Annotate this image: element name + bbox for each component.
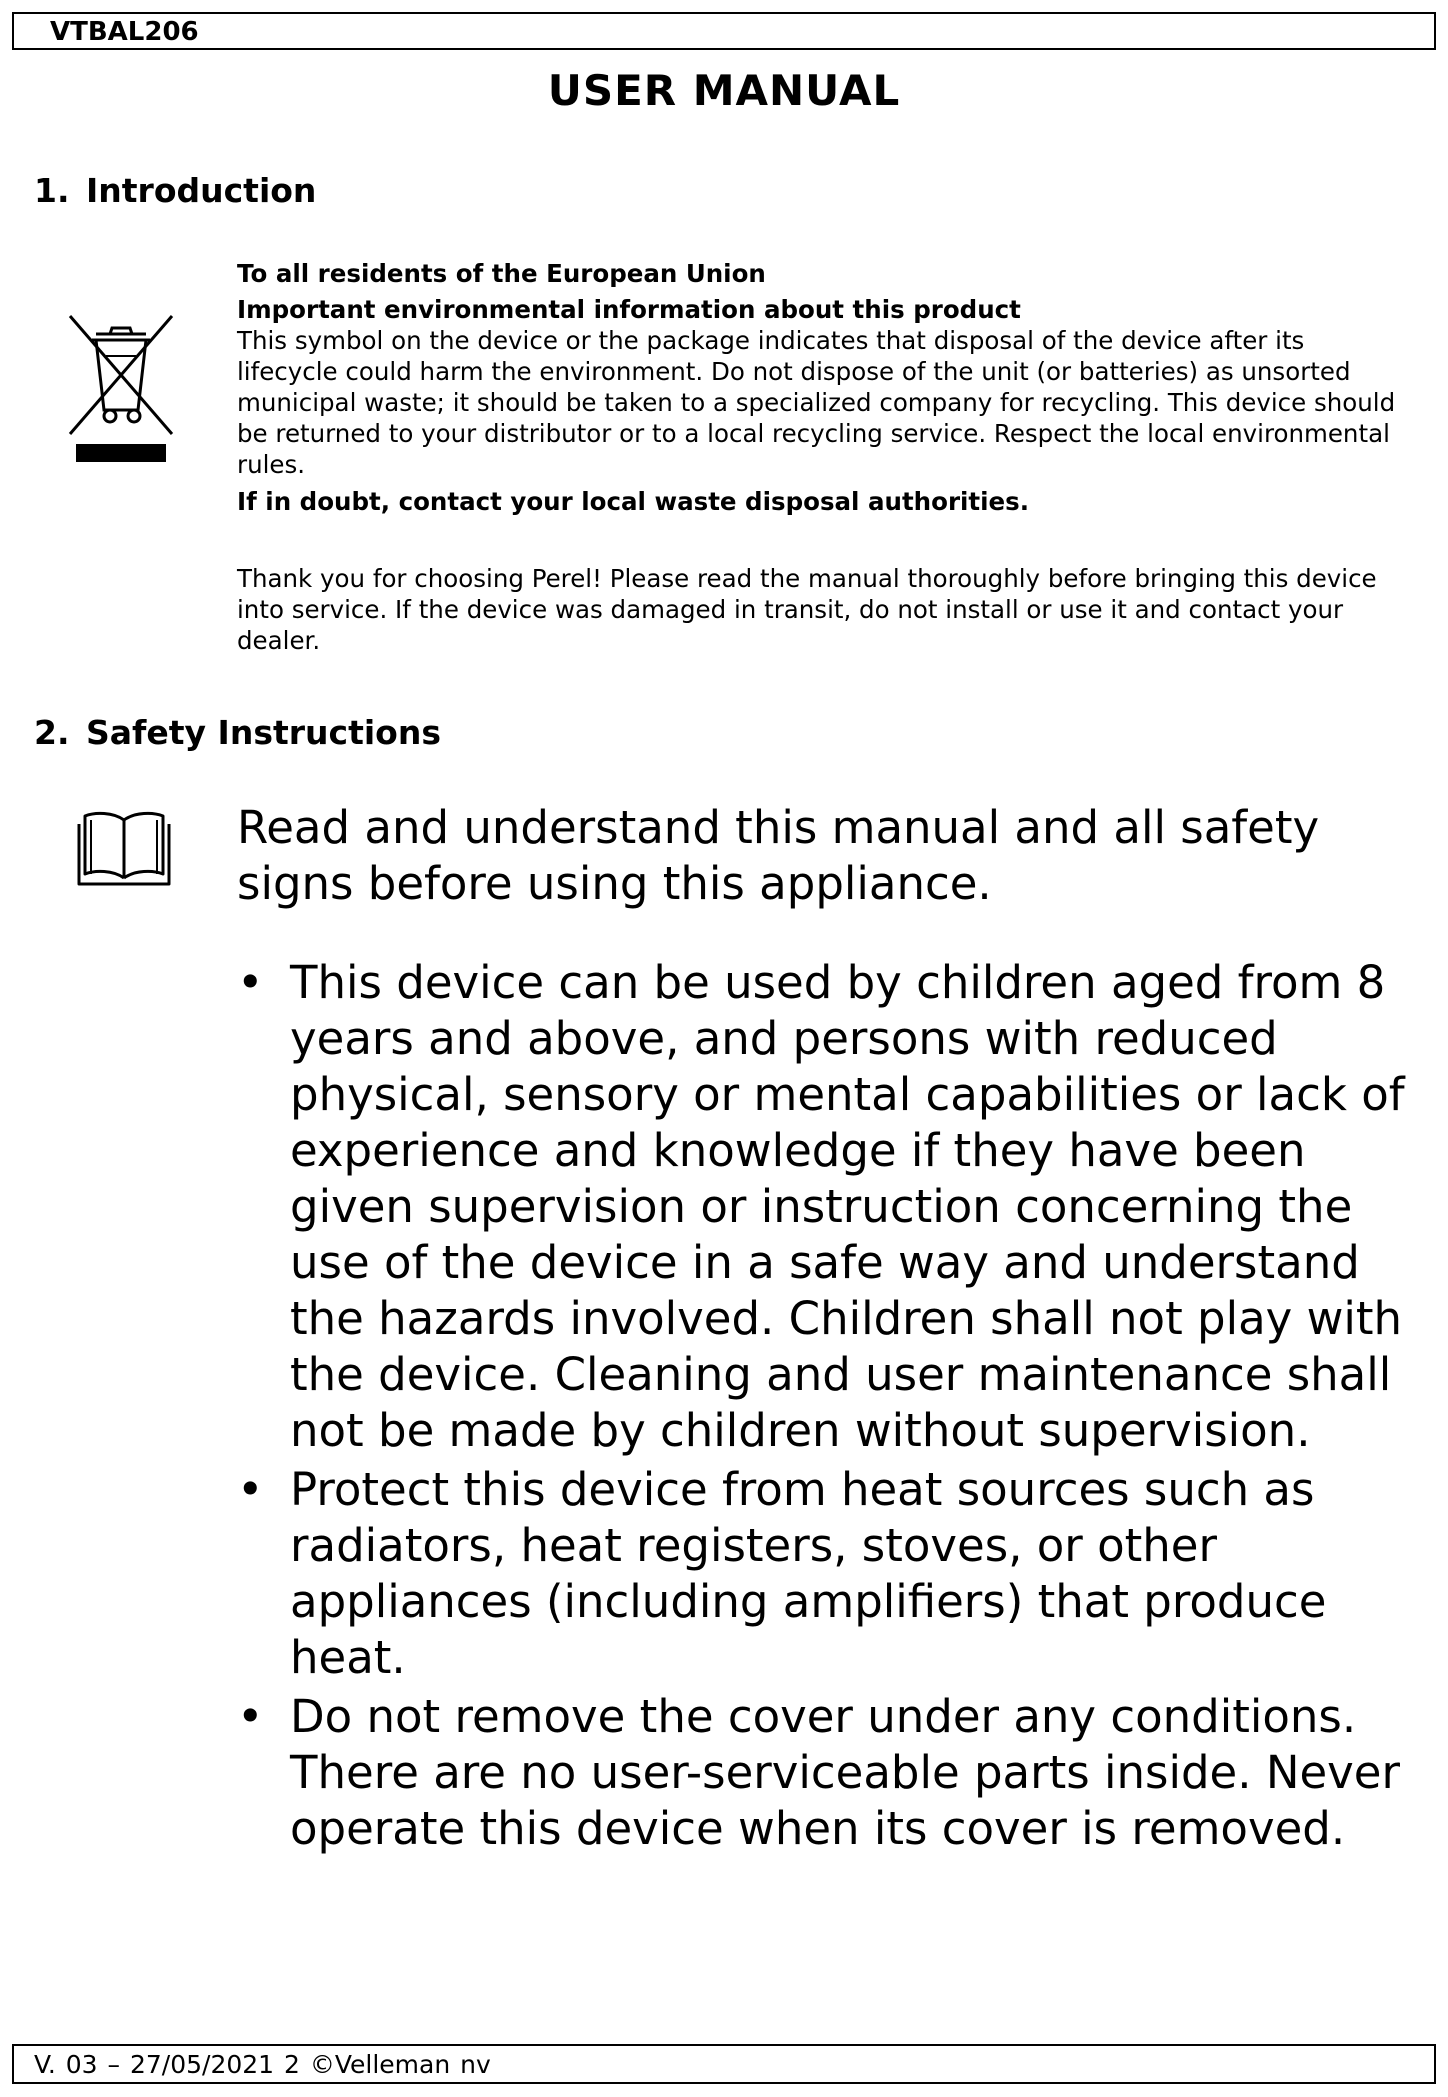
- section-number: 2.: [34, 713, 70, 752]
- read-manual-notice: Read and understand this manual and all safety signs before using this appliance.: [237, 801, 1320, 910]
- list-item: [237, 1689, 1417, 1857]
- list-item: [237, 955, 1417, 1459]
- eu-residents-heading: To all residents of the European Union: [237, 259, 766, 288]
- section-number: 1.: [34, 171, 70, 210]
- page-title: USER MANUAL: [547, 66, 901, 115]
- bullet: •: [237, 956, 264, 1009]
- open-book-icon: [73, 808, 175, 888]
- thank-you-text: Thank you for choosing Perel! Please read the manual thoroughly before bringing this device into service. If the device was damaged in transit, do not install or use it and contact your dealer.: [237, 564, 1377, 655]
- section-heading-safety: [34, 713, 441, 753]
- bullet: •: [237, 1463, 264, 1516]
- safety-item-text: This device can be used by children aged from 8 years and above, and persons with reduced physical, sensory or mental capabilities or lack of experience and knowledge if they have been given supervision or instruction concerning the use of the device in a safe way and understand the hazards involved. Children shall not play with the device. Cleaning and user maintenance shall not be made by children without supervision.: [290, 956, 1405, 1457]
- safety-item-text: Protect this device from heat sources such as radiators, heat registers, stoves, or other appliances (including amplifiers) that produce heat.: [290, 1463, 1327, 1684]
- environmental-info-heading: Important environmental information about this product: [237, 295, 1021, 324]
- safety-instructions-list: [237, 955, 1417, 1860]
- eu-doubt-text: If in doubt, contact your local waste disposal authorities.: [237, 487, 1030, 516]
- section-title: Introduction: [86, 171, 317, 210]
- list-item: [237, 1462, 1417, 1686]
- safety-item-text: Do not remove the cover under any conditions. There are no user-serviceable parts inside. Never operate this device when its cover is removed.: [290, 1690, 1400, 1855]
- footer-version-text: V. 03 – 27/05/2021 2 ©Velleman nv: [34, 2050, 491, 2079]
- header-box: [12, 12, 1436, 50]
- crossed-out-wheelie-bin-icon: [66, 310, 176, 470]
- weee-bar: [76, 444, 166, 462]
- bullet: •: [237, 1690, 264, 1743]
- section-title: Safety Instructions: [86, 713, 441, 752]
- eu-body-text: This symbol on the device or the package indicates that disposal of the device after its lifecycle could harm the environment. Do not dispose of the unit (or batteries) as unsorted municipal waste; it should be taken to a specialized company for recycling. This device should be returned to your distributor or to a local recycling service. Respect the local environmental rules.: [237, 326, 1396, 479]
- footer-box: [12, 2044, 1436, 2084]
- eu-notice: [237, 258, 1412, 517]
- model-number: VTBAL206: [50, 17, 199, 47]
- section-heading-introduction: [34, 171, 316, 211]
